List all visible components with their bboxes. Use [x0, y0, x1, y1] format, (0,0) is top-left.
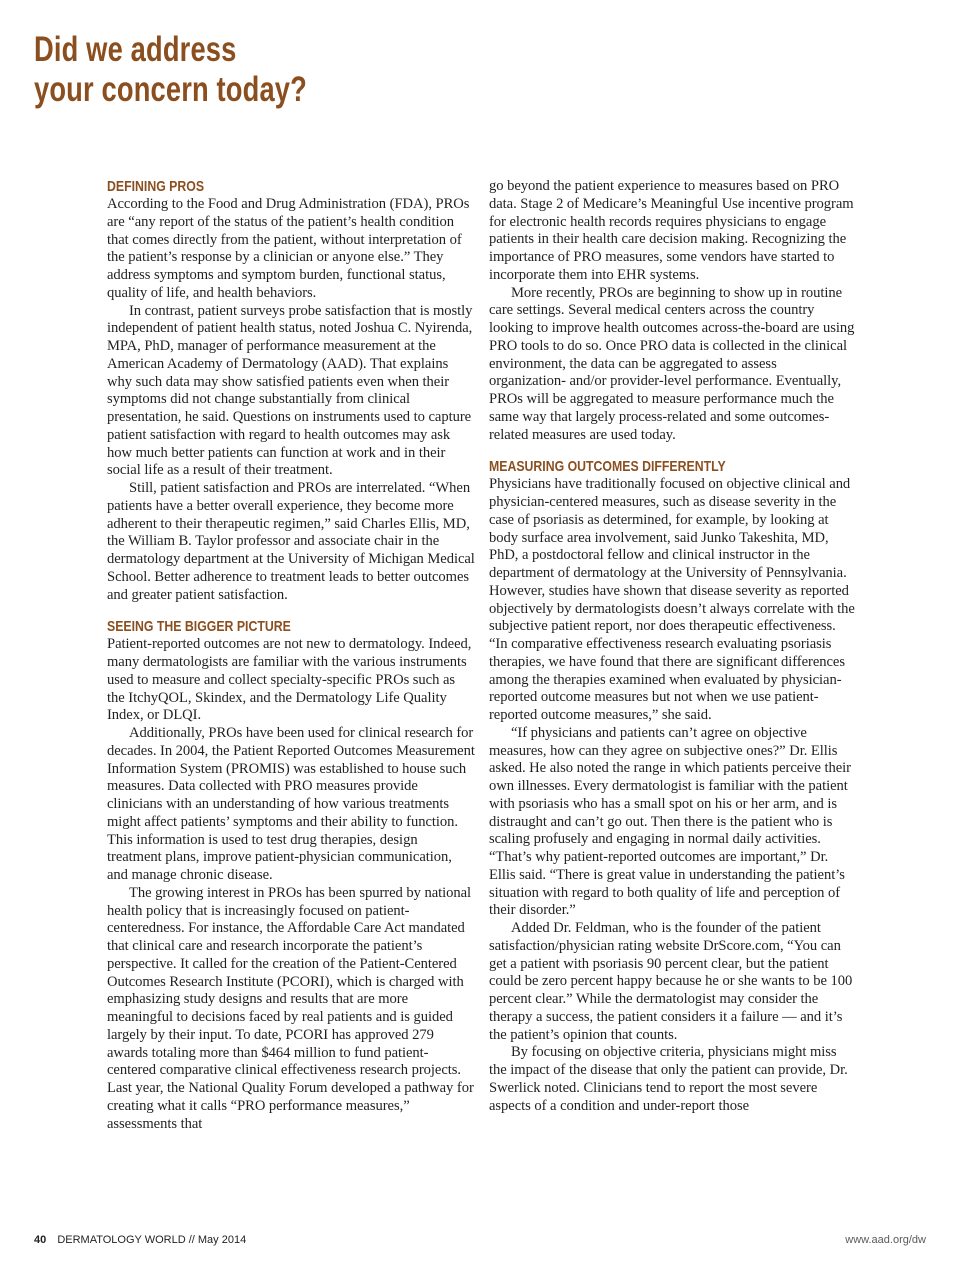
paragraph: Physicians have traditionally focused on objective clinical and physician-centered measures, such as disease severity in the case of psoriasis as determined, for example, by looking at body surface area involvement, said Junko Takeshita, MD, PhD, a postdoctoral fellow and clinical instructor in the department of dermatology at the University of Pennsylvania. However, studies have shown that disease severity as reported objectively by dermatologists doesn’t always correlate with the subjective patient report, nor does therapeutic effectiveness. “In comparative effectiveness research evaluating psoriasis therapies, we have found that there are significant differences among the therapies examined when evaluated by physician-reported outcome measures but not when we use patient-reported outcome measures,” she said. [489, 476, 855, 723]
paragraph: Added Dr. Feldman, who is the founder of the patient satisfaction/physician rating website DrScore.com, “You can get a patient with psoriasis 90 percent clear, but the patient could be zero percent happy because he or she wants to be 100 percent clear.” While the dermatologist may consider the therapy a success, the patient considers it a failure — and it’s the patient’s opinion that counts. [489, 920, 853, 1043]
paragraph: The growing interest in PROs has been spurred by national health policy that is increasingly focused on patient-centeredness. For instance, the Affordable Care Act mandated that clinical care and research incorporate the patient’s perspective. It called for the creation of the Patient-Centered Outcomes Research Institute (PCORI), which is charged with emphasizing study designs and results that are more meaningful to decisions faced by real patients and is guided largely by their input. To date, PCORI has approved 279 awards totaling more than $464 million to fund patient-centered comparative clinical effectiveness research projects. Last year, the National Quality Forum developed a pathway for creating what it calls “PRO performance measures,” assessments that [107, 884, 474, 1132]
paragraph: In contrast, patient surveys probe satisfaction that is mostly independent of patient health status, noted Joshua C. Nyirenda, MPA, PhD, manager of performance measurement at the American Academy of Dermatology (AAD). That explains why such data may show satisfied patients even when their symptoms did not change substantially from clinical presentation, he said. Questions on instruments used to capture patient satisfaction with regard to health outcomes may ask how much better patients can function at work and in their social life as a result of their treatment. [107, 302, 473, 479]
headline-line-2: your concern today? [34, 70, 307, 109]
page-footer [34, 1234, 926, 1250]
page-headline [34, 30, 307, 110]
right-column [489, 178, 857, 1115]
section-heading-defining-pros: DEFINING PROS [107, 178, 205, 195]
footer-url[interactable]: www.aad.org/dw [845, 1234, 926, 1246]
paragraph: “If physicians and patients can’t agree on objective measures, how can they agree on subjective ones?” Dr. Ellis asked. He also noted the range in which patients perceive their own illnesses. Every dermatologist is familiar with the patient with psoriasis who has a small spot on his or her arm, and is distraught and can’t go out. Then there is the patient who is scaling profusely and engaging in normal daily activities. “That’s why patient-reported outcomes are important,” Dr. Ellis said. “There is great value in understanding the patient’s situation with regard to both quality of life and perception of their disorder.” [489, 724, 851, 919]
headline-line-1: Did we address [34, 30, 237, 69]
left-column [107, 178, 475, 1133]
section-heading-measuring-outcomes: MEASURING OUTCOMES DIFFERENTLY [489, 458, 726, 476]
paragraph: According to the Food and Drug Administration (FDA), PROs are “any report of the status of the patient’s health condition that comes directly from the patient, without interpretation of the patient’s response by a clinician or anyone else.” They address symptoms and symptom burden, functional status, quality of life, and health behaviors. [107, 196, 470, 301]
paragraph: Additionally, PROs have been used for clinical research for decades. In 2004, the Patient Reported Outcomes Measurement Information System (PROMIS) was established to house such measures. Data collected with PRO measures provide clinicians with an understanding of how various treatments might affect patients’ symptoms and their ability to function. This information is used to test drug therapies, design treatment plans, improve patient-physician communication, and manage chronic disease. [107, 725, 475, 883]
section-heading-bigger-picture: SEEING THE BIGGER PICTURE [107, 618, 291, 636]
paragraph: By focusing on objective criteria, physicians might miss the impact of the disease that only the patient can provide, Dr. Swerlick noted. Clinicians tend to report the most severe aspects of a condition and under-report those [489, 1044, 848, 1114]
paragraph: Patient-reported outcomes are not new to dermatology. Indeed, many dermatologists are familiar with the various instruments used to measure and collect specialty-specific PROs such as the ItchyQOL, Skindex, and the Dermatology Life Quality Index, or DLQI. [107, 636, 472, 724]
paragraph: Still, patient satisfaction and PROs are interrelated. “When patients have a better overall experience, they become more adherent to their therapeutic regimen,” said Charles Ellis, MD, the William B. Taylor professor and associate chair in the dermatology department at the University of Michigan Medical School. Better adherence to treatment leads to better outcomes and greater patient satisfaction. [107, 480, 475, 603]
publication-name: DERMATOLOGY WORLD // May 2014 [57, 1234, 247, 1246]
paragraph: More recently, PROs are beginning to show up in routine care settings. Several medical centers across the country looking to improve health outcomes across-the-board are using PRO tools to do so. Once PRO data is collected in the clinical environment, the data can be aggregated to assess organization- and/or provider-level performance. Eventually, PROs will be aggregated to measure performance much the same way that largely process-related and some outcomes-related measures are used today. [489, 284, 855, 443]
paragraph: go beyond the patient experience to measures based on PRO data. Stage 2 of Medicare’s Meaningful Use incentive program for electronic health records requires physicians to engage patients in their health care decision making. Recognizing the importance of PRO measures, some vendors have started to incorporate them into EHR systems. [489, 178, 854, 283]
page-number: 40 [34, 1234, 47, 1246]
